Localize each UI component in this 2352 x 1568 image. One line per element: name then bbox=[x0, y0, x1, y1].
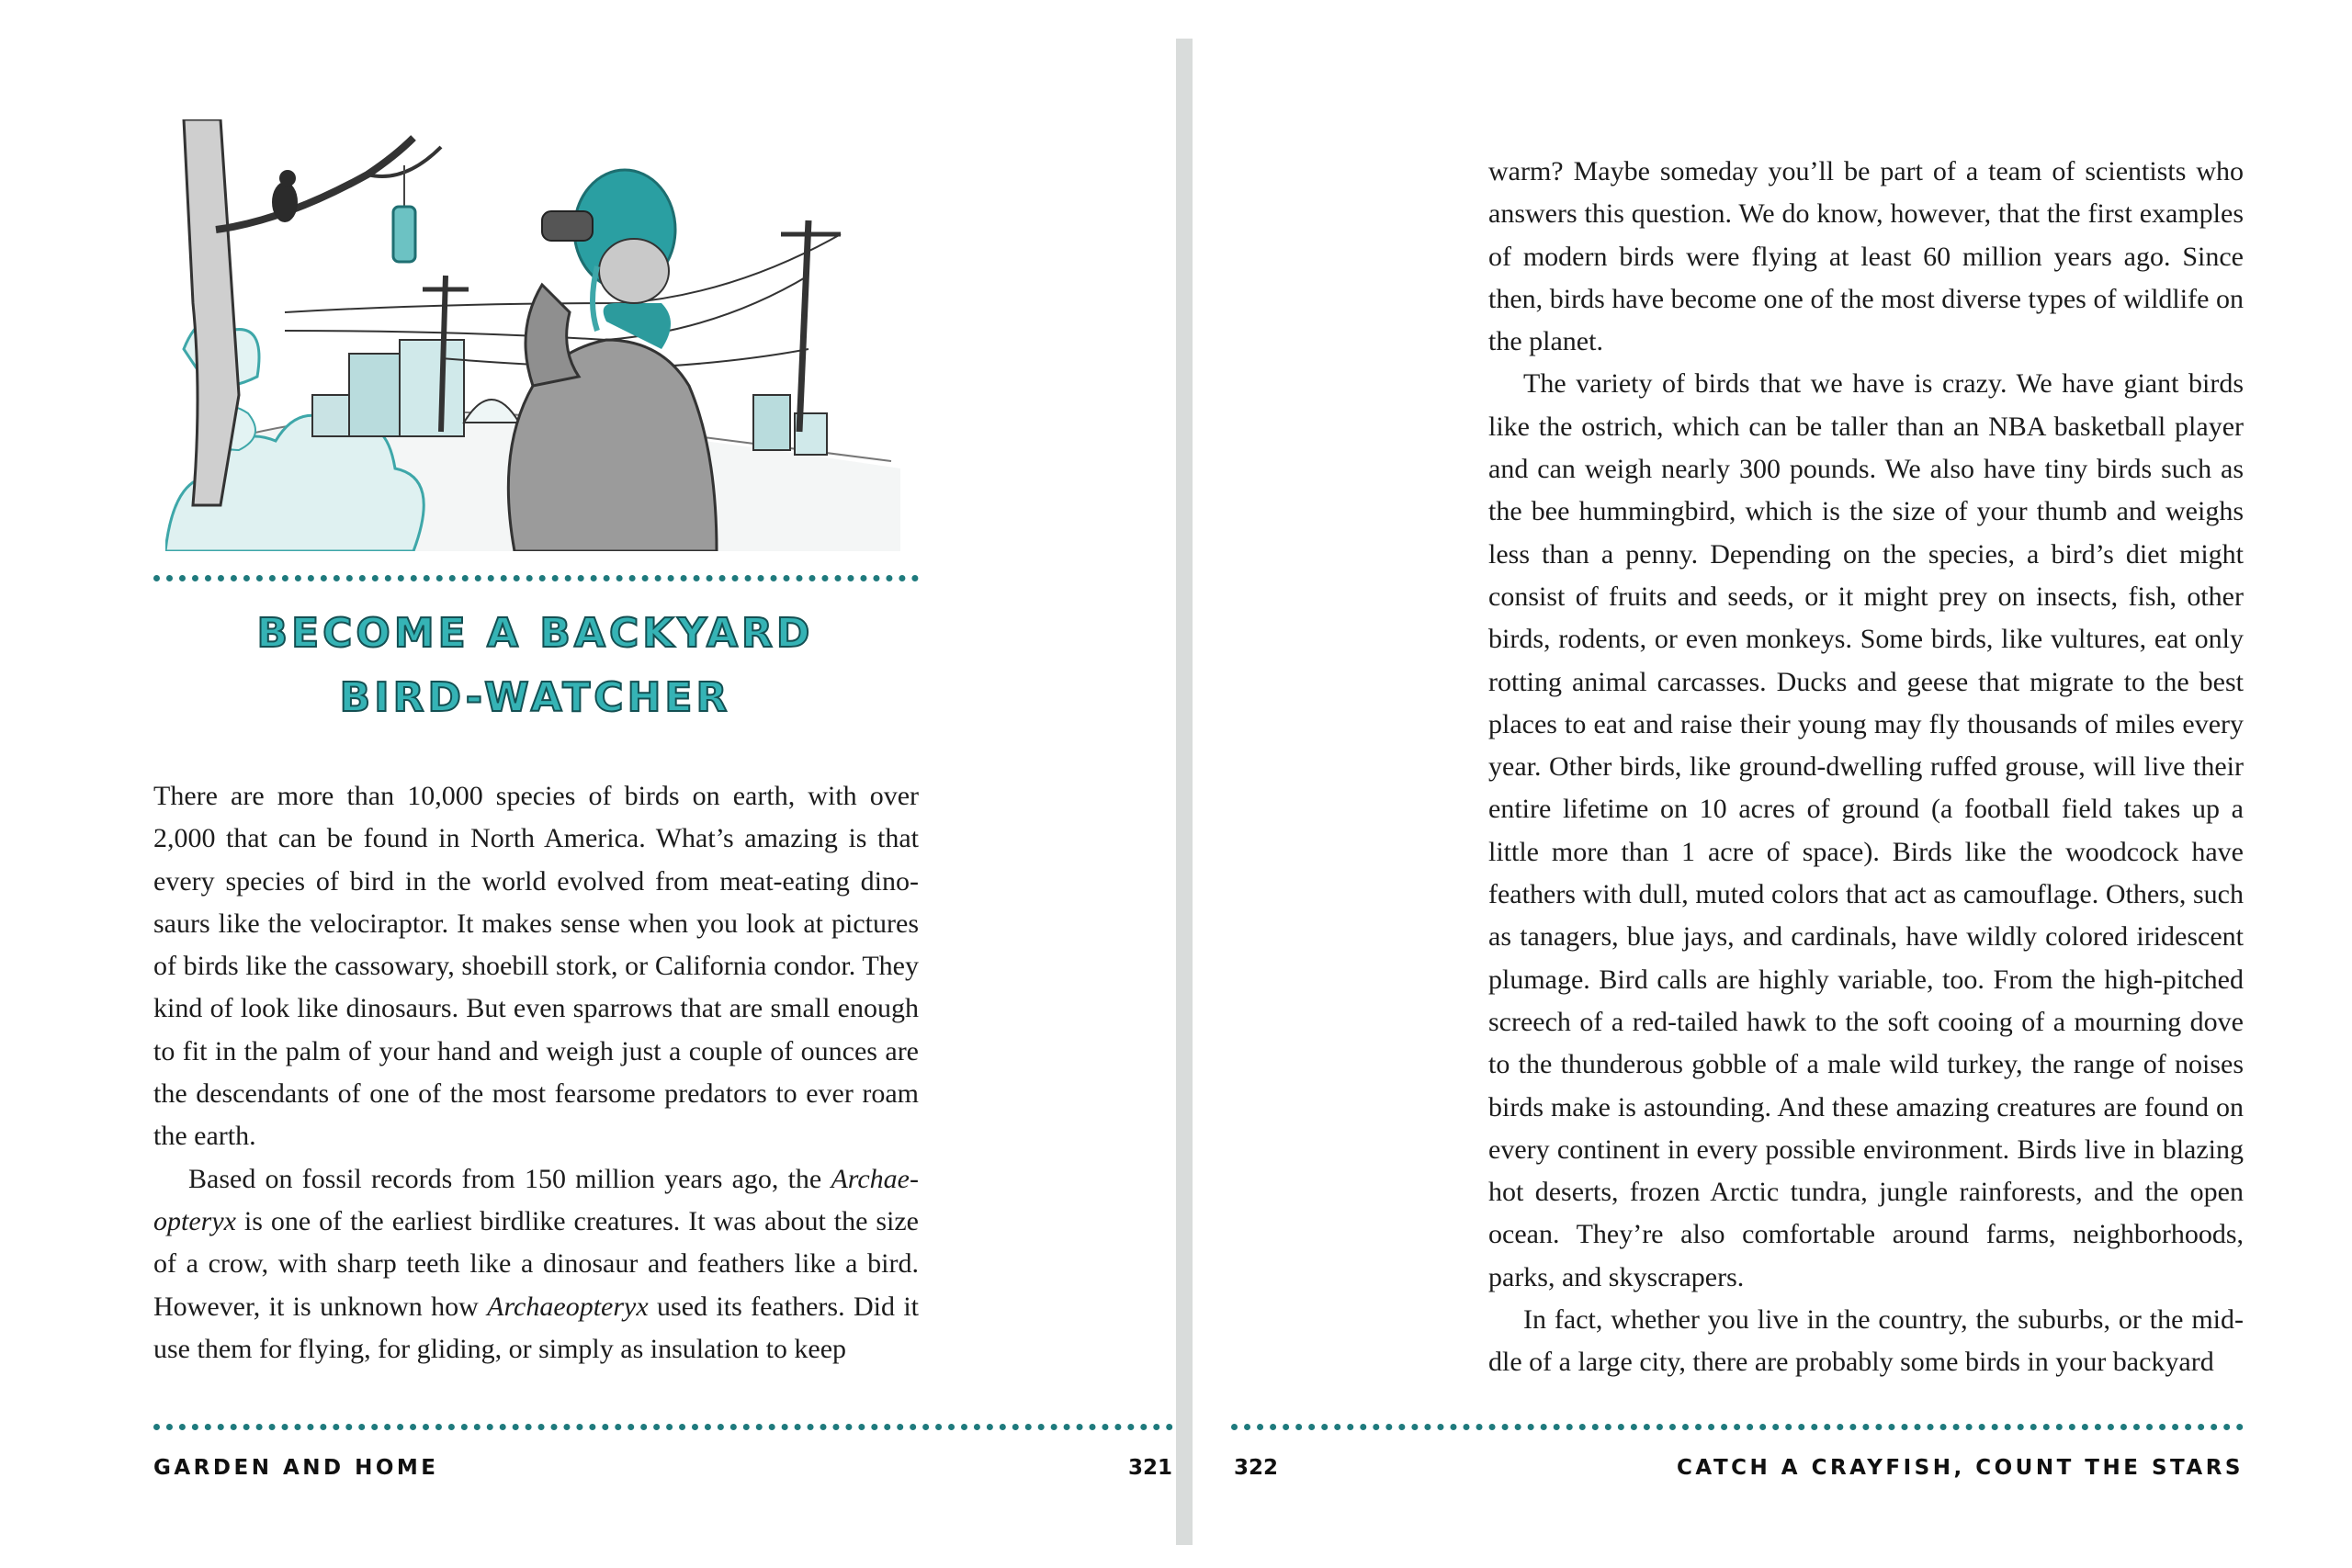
book-gutter bbox=[1176, 39, 1193, 1545]
page-number: 322 bbox=[1234, 1456, 1279, 1480]
title-divider bbox=[153, 575, 919, 581]
chapter-title-line-2: BIRD-WATCHER bbox=[339, 674, 731, 721]
paragraph: There are more than 10,000 species of birds on earth, with over 2,000 that can be found in North America. What’s amazing is that every species of bird in the world evolved from meat-eating dinosaurs like the velociraptor. It makes sense when you look at pictures of birds like the cassowary, shoebill stork, or California condor. They kind of look like dinosaurs. But even sparrows that are small enough to fit in the palm of your hand and weigh just a couple of ounces are the descendants of one of the most fearsome predators to ever roam the earth. bbox=[153, 781, 919, 1152]
running-footer: CATCH A CRAYFISH, COUNT THE STARS bbox=[1677, 1456, 2244, 1480]
paragraph-text: is one of the earliest birdlike creatures. It was about the size of a crow, with sharp teeth like a dinosaur and feathers like a bird. However, it is unknown how bbox=[153, 1205, 919, 1322]
paragraph: In fact, whether you live in the country, the suburbs, or the middle of a large city, there are probably some birds in your backyard bbox=[1488, 1304, 2244, 1378]
right-body-text bbox=[1488, 151, 2244, 1384]
running-footer: GARDEN AND HOME bbox=[153, 1456, 439, 1480]
chapter-title-line-1: BECOME A BACKYARD bbox=[256, 610, 814, 657]
footer-divider bbox=[1231, 1424, 2244, 1430]
bird-watcher-illustration-icon bbox=[165, 119, 900, 551]
paragraph: warm? Maybe someday you’ll be part of a team of scientists who answers this question. We do know, however, that the first examples of modern birds were flying at least 60 million years ago. Since then, birds have become one of the most diverse types of wildlife on the planet. bbox=[1488, 156, 2244, 357]
species-name-italic: Archaeopteryx bbox=[153, 1163, 919, 1236]
paragraph: The variety of birds that we have is crazy. We have giant birds like the ostrich, which can be taller than an NBA basketball player and can weigh nearly 300 pounds. We also have tiny birds such as the bee hummingbird, which is the size of your thumb and weighs less than a penny. Depending on the species, a bird’s diet might consist of fruits and seeds, or it might prey on insects, fish, other birds, rodents, or even monkeys. Some birds, like vultures, eat only rotting animal carcasses. Ducks and geese that migrate to the best places to eat and raise their young may fly thousands of miles every year. Other birds, like ground-dwelling ruffed grouse, will live their entire lifetime on 10 acres of ground (a football field takes up a little more than 1 acre of space). Birds like the woodcock have feathers with dull, muted colors that act as camouflage. Others, such as tanagers, blue jays, and cardinals, have wildly colored iridescent plumage. Bird calls are highly variable, too. From the high-pitched screech of a red-tailed hawk to the soft cooing of a mourning dove to the thunderous gobble of a male wild turkey, the range of noises birds make is astounding. And these amazing creatures are found on every continent in every possible environment. Birds live in blazing hot deserts, frozen Arctic tundra, jungle rainforests, and the open ocean. They’re also comfortable around farms, neighborhoods, parks, and skyscrapers. bbox=[1488, 368, 2244, 1292]
page-number: 321 bbox=[1128, 1456, 1173, 1480]
chapter-title bbox=[152, 602, 919, 730]
paragraph-text: Based on fossil records from 150 million years ago, the bbox=[188, 1163, 831, 1194]
left-body-text bbox=[153, 775, 919, 1371]
footer-divider bbox=[153, 1424, 1173, 1430]
paragraph bbox=[153, 1158, 919, 1371]
paragraph-text: used its feathers. Did it use them for flying, for gliding, or simply as insulation to keep bbox=[153, 1291, 919, 1364]
species-name-italic: Archaeopteryx bbox=[487, 1291, 649, 1322]
